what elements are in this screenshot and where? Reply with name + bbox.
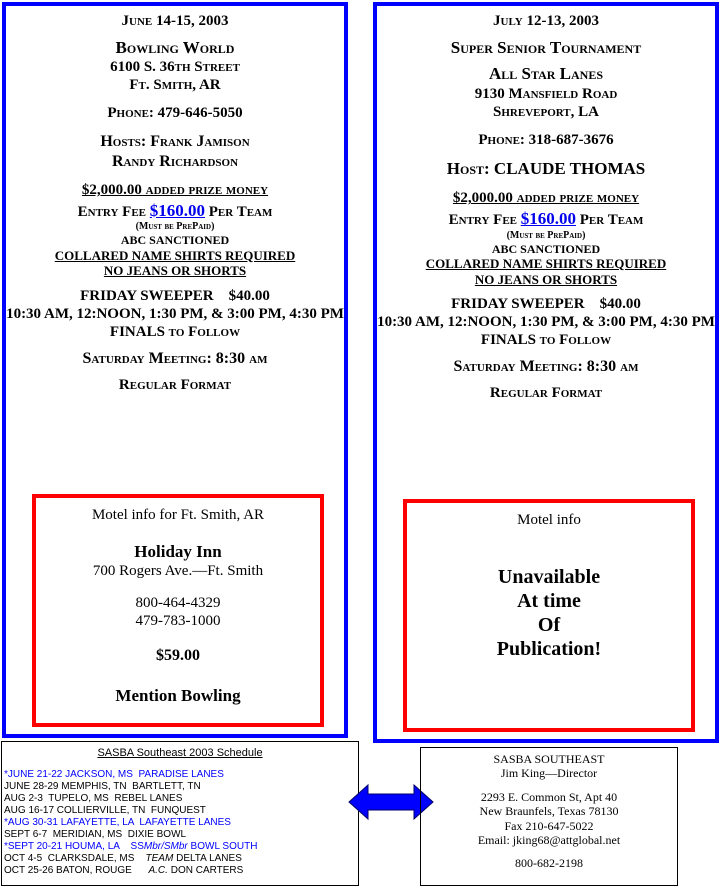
format-note: Regular Format (489, 385, 603, 402)
contact-email[interactable]: Email: jking68@attglobal.net (477, 832, 621, 847)
contact-city: New Braunfels, Texas 78130 (479, 804, 619, 819)
entry-fee-line (6, 201, 344, 221)
entry-prefix: Entry Fee (77, 203, 150, 220)
venue-name: Bowling World (115, 38, 235, 57)
schedule-list (2, 769, 358, 877)
motel-info-box (32, 494, 324, 727)
list-item (4, 853, 358, 865)
entry-prefix: Entry Fee (448, 212, 521, 229)
left-event-panel (2, 2, 348, 738)
item-text: BOWL SOUTH (187, 841, 258, 852)
entry-fee-link[interactable]: $160.00 (149, 200, 206, 220)
sanction-note: ABC SANCTIONED (120, 233, 230, 248)
motel-address: 700 Rogers Ave.—Ft. Smith (92, 563, 264, 580)
prize-amount: $2,000.00 (81, 181, 142, 198)
item-emphasis: TEAM (145, 853, 174, 864)
friday-sweeper: FRIDAY SWEEPER $40.00 (80, 287, 270, 304)
finals-note: FINALS to Follow (109, 323, 241, 340)
venue-address-city: Ft. Smith, AR (129, 77, 221, 94)
contact-org: SASBA SOUTHEAST (493, 752, 605, 766)
unavailable-line-2: At time (517, 590, 581, 612)
list-item: JUNE 28-29 MEMPHIS, TN BARTLETT, TN (4, 781, 201, 792)
list-item: *AUG 30-31 LAFAYETTE, LA LAFAYETTE LANES (4, 817, 231, 828)
prepaid-note: (Must be PrePaid) (506, 229, 586, 241)
right-event-panel (373, 2, 719, 743)
schedule-box (1, 741, 359, 886)
contact-director: Jim King—Director (500, 766, 598, 781)
saturday-meeting: Saturday Meeting: 8:30 am (453, 358, 639, 376)
motel-unavailable-message (407, 565, 691, 661)
venue-address-street: 9130 Mansfield Road (474, 85, 618, 102)
motel-info-box (403, 499, 695, 732)
prize-money (6, 181, 344, 199)
list-item: AUG 2-3 TUPELO, MS REBEL LANES (4, 793, 183, 804)
prize-suffix: added prize money (512, 190, 640, 207)
event-date: June 14-15, 2003 (121, 13, 229, 29)
jeans-requirement: NO JEANS OR SHORTS (103, 263, 247, 279)
entry-fee-link[interactable]: $160.00 (520, 209, 577, 229)
tournament-name: Super Senior Tournament (450, 38, 642, 57)
entry-suffix: Per Team (205, 203, 273, 220)
unavailable-line-4: Publication! (496, 638, 602, 660)
motel-note: Mention Bowling (115, 685, 241, 705)
motel-name: Holiday Inn (134, 542, 222, 561)
item-text: *SEPT 20-21 HOUMA, LA SS (4, 841, 144, 852)
sweeper-times: 10:30 AM, 12:NOON, 1:30 PM, & 3:00 PM, 4:30 PM (6, 305, 344, 322)
prize-money (377, 189, 715, 207)
entry-fee-line (377, 209, 715, 229)
item-text: DELTA LANES (173, 853, 242, 864)
shirts-requirement: COLLARED NAME SHIRTS REQUIRED (425, 255, 667, 271)
entry-suffix: Per Team (576, 212, 644, 229)
motel-rate: $59.00 (156, 647, 200, 665)
venue-phone: Phone: 479-646-5050 (107, 105, 243, 122)
event-date: July 12-13, 2003 (493, 13, 599, 29)
item-text: DON CARTERS (167, 865, 244, 876)
format-note: Regular Format (118, 376, 232, 393)
friday-sweeper: FRIDAY SWEEPER $40.00 (451, 296, 641, 313)
list-item: *JUNE 21-22 JACKSON, MS PARADISE LANES (4, 769, 224, 780)
motel-title: Motel info (517, 512, 581, 528)
shirts-requirement: COLLARED NAME SHIRTS REQUIRED (54, 247, 296, 263)
list-item (4, 841, 358, 853)
contact-fax: Fax 210-647-5022 (504, 818, 594, 833)
unavailable-line-3: Of (537, 614, 561, 636)
host-line: Host: CLAUDE THOMAS (446, 158, 646, 178)
venue-address-city: Shreveport, LA (493, 103, 599, 120)
unavailable-line-1: Unavailable (497, 566, 601, 588)
prize-suffix: added prize money (141, 181, 269, 198)
schedule-title: SASBA Southeast 2003 Schedule (97, 747, 263, 759)
hosts-line-2: Randy Richardson (111, 152, 239, 170)
contact-phone: 800-682-2198 (515, 856, 583, 871)
item-text: OCT 4-5 CLARKSDALE, MS (4, 853, 146, 864)
prepaid-note: (Must be PrePaid) (135, 221, 215, 233)
motel-phone-2: 479-783-1000 (135, 613, 221, 630)
finals-note: FINALS to Follow (480, 332, 612, 349)
motel-title: Motel info for Ft. Smith, AR (91, 507, 265, 523)
saturday-meeting: Saturday Meeting: 8:30 am (82, 349, 268, 367)
jeans-requirement: NO JEANS OR SHORTS (474, 271, 618, 287)
prize-amount: $2,000.00 (452, 190, 513, 207)
list-item: SEPT 6-7 MERIDIAN, MS DIXIE BOWL (4, 829, 187, 840)
venue-address-street: 6100 S. 36th Street (110, 59, 240, 76)
list-item: AUG 16-17 COLLIERVILLE, TN FUNQUEST (4, 805, 206, 816)
hosts-line-1: Hosts: Frank Jamison (100, 133, 250, 151)
venue-phone: Phone: 318-687-3676 (478, 131, 614, 148)
item-text: OCT 25-26 BATON, ROUGE (4, 865, 149, 876)
sweeper-times: 10:30 AM, 12:NOON, 1:30 PM, & 3:00 PM, 4:30 PM (377, 314, 715, 331)
motel-phone-1: 800-464-4329 (135, 595, 221, 612)
contact-street: 2293 E. Common St, Apt 40 (480, 789, 618, 804)
item-emphasis: A.C. (148, 865, 168, 876)
item-emphasis: Mbr/SMbr (143, 841, 188, 852)
list-item (4, 865, 358, 877)
sanction-note: ABC SANCTIONED (491, 241, 601, 256)
venue-name: All Star Lanes (488, 64, 604, 84)
contact-box (420, 747, 678, 886)
